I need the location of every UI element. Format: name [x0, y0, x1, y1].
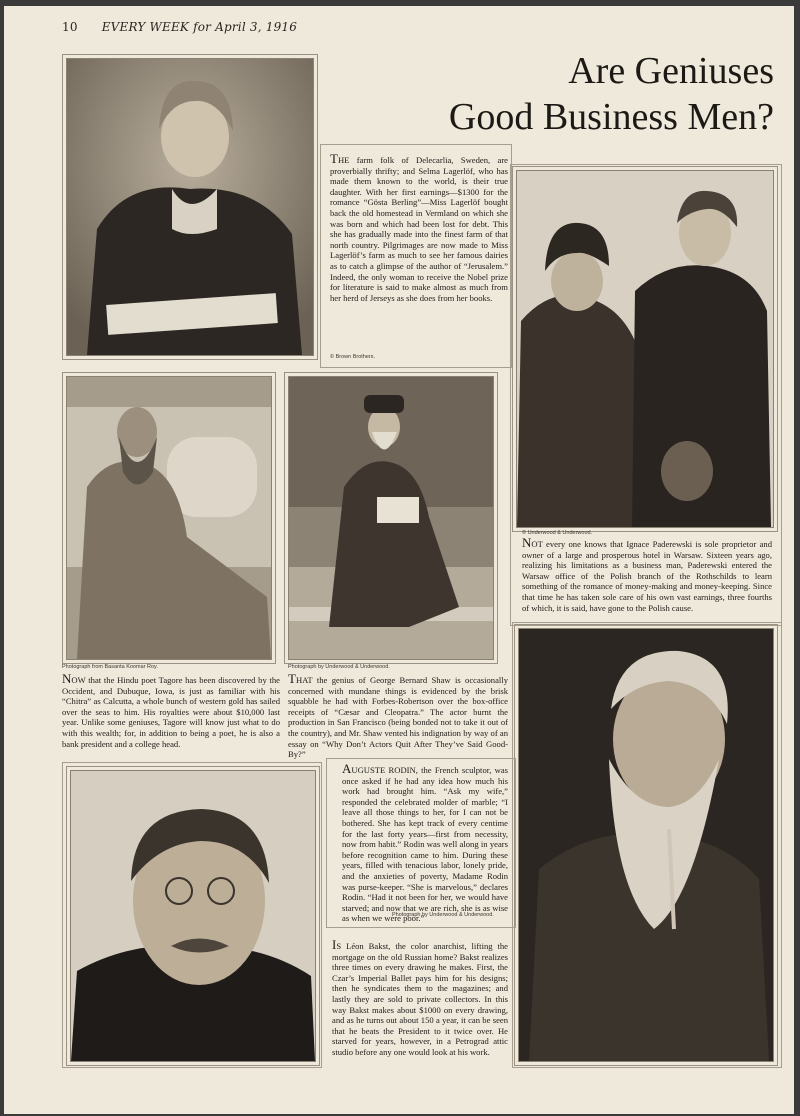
- page-number: 10: [62, 20, 78, 34]
- text-bakst: [332, 937, 508, 1058]
- credit-shaw: Photograph by Underwood & Underwood.: [288, 664, 390, 670]
- frame-rodin-text: [326, 758, 516, 928]
- headline-line-2: Good Business Men?: [448, 96, 774, 138]
- publication-line: EVERY WEEK for April 3, 1916: [101, 20, 298, 34]
- credit-lagerlof: © Brown Brothers.: [330, 354, 376, 360]
- photo-tagore-image: [67, 377, 271, 659]
- body-tagore: OW that the Hindu poet Tagore has been discovered by the Occident, and Dubuque, Iowa, is just as familiar with his “Chitra” as Calcutta, a whole bunch of western gold has sailed over the seas to him. His royalties were about $10,000 last year. Unlike some geniuses, Tagore will know just what to do with this wealth; for, in addition to being a poet, he is also a bank president and a college head.: [62, 675, 280, 749]
- body-shaw: HAT the genius of George Bernard Shaw is occasionally concerned with mundane things is evidenced by the brisk squabble he had with Forbes-Robertson over the box-office receipts of “Cæsar and Cleopatra.” The actor burnt the production in San Francisco (being bonded not to take it out of the country), and Mr. Shaw vented his indignation by way of an essay on “Why Don’t Actors Quit After They’ve Said Good-By?”: [288, 675, 508, 760]
- photo-shaw: [288, 376, 494, 660]
- dropcap-rodin: A: [342, 761, 352, 776]
- credit-paderewski: © Underwood & Underwood.: [522, 530, 593, 536]
- dropcap-tagore: N: [62, 671, 72, 686]
- credit-tagore: Photograph from Basanta Koomar Roy.: [62, 664, 158, 670]
- dropcap-paderewski: N: [522, 535, 532, 550]
- frame-lagerlof-text: [320, 144, 512, 368]
- frame-rodin-photo: [512, 622, 782, 1068]
- frame-bakst-photo: [62, 762, 322, 1068]
- text-shaw: [288, 671, 508, 760]
- frame-paderewski-text: [510, 164, 782, 626]
- headline: [334, 48, 774, 140]
- body-bakst: S Léon Bakst, the color anarchist, lifting the mortgage on the old Russian home? Bakst realizes three times on every drawing he makes. First, the Czar’s Imperial Ballet pays him for his designs; then he syndicates them to the magazines; and lastly they are sold to private collectors. In this way Bakst makes about $1000 on every drawing, and as he turns out about 150 a year, it can be seen that he beats the President to it twice over. He starved for years, however, in a Petrograd attic studio before any one would look at his work.: [332, 941, 508, 1057]
- body-paderewski: OT every one knows that Ignace Paderewski is sole proprietor and owner of a large and prosperous hotel in Warsaw. Sixteen years ago, realizing his limitations as a business man, Paderewski entered the Warsaw office of the Polish branch of the Rothschilds to learn something of the romance of money-making and money-keeping. Since that time he has taken sole care of his own vast earnings, three fourths of which, it is said, have gone to the Polish cause.: [522, 539, 772, 613]
- photo-shaw-image: [289, 377, 493, 659]
- dropcap-lagerlof: T: [330, 151, 338, 166]
- body-lagerlof: HE farm folk of Delecarlia, Sweden, are proverbially thrifty; and Selma Lagerlöf, who has made them known to the world, is their true daughter. With her first earnings—$1300 for the romance “Gösta Berling”—Miss Lagerlöf bought back the old homestead in Vermland on which she was born and which had been lost for debt. This she has gradually made into the finest farm of that north country. Pilgrimages are now made to Miss Lagerlöf’s farm as much to see her famous dairies as to catch a glimpse of the author of “Jerusalem.” Indeed, the only woman to receive the Nobel prize for literature is said to make almost as much from her herd of Jerseys as she does from her books.: [330, 155, 508, 303]
- text-tagore: [62, 671, 280, 749]
- headline-line-1: Are Geniuses: [568, 50, 774, 92]
- dropcap-shaw: T: [288, 671, 296, 686]
- magazine-page: [4, 6, 794, 1114]
- photo-lagerlof: [66, 58, 314, 356]
- body-rodin: UGUSTE RODIN, the French sculptor, was once asked if he had any idea how much his work had brought him. “Ask my wife,” responded the celebrated molder of marble; “I leave all those things to her, for I can not be bothered. She has kept track of every centime for the last forty years—first from necessity, now from habit.” Rodin was well along in years before recognition came to him. During these years, filled with tenacious labor, lonely pride, and the anxieties of poverty, Madame Rodin was purse-keeper. “She is marvelous,” declares Rodin. “Had it not been for her, we would have starved; and now that we are rich, she is as wise as when we were poor.”: [342, 765, 508, 924]
- masthead: [62, 20, 297, 34]
- dropcap-bakst: I: [332, 937, 337, 952]
- photo-lagerlof-image: [67, 59, 313, 355]
- photo-tagore: [66, 376, 272, 660]
- credit-rodin: Photograph by Underwood & Underwood.: [392, 912, 494, 918]
